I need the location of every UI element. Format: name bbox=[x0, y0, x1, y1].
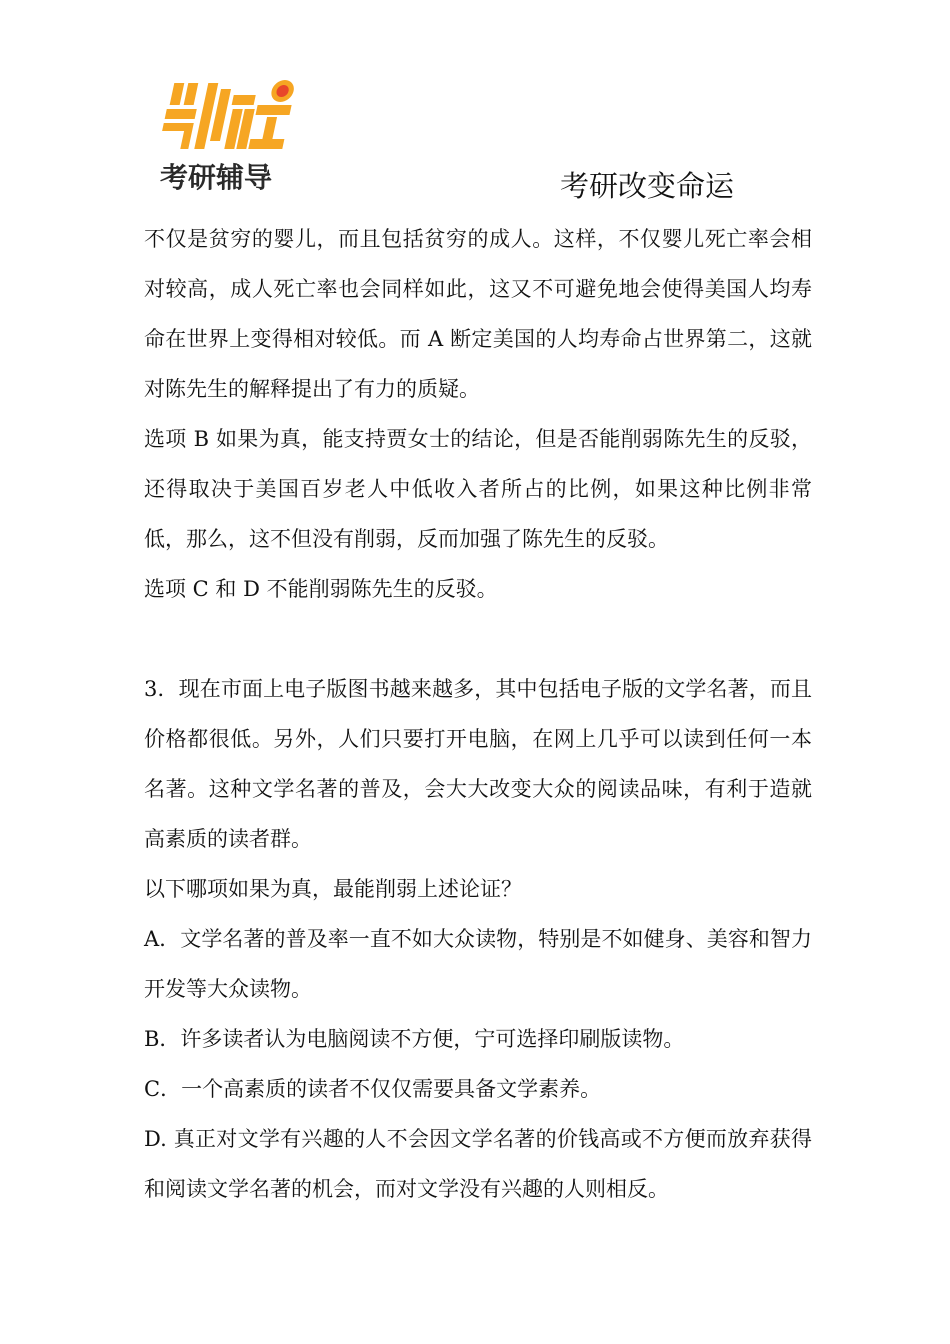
blank-line bbox=[144, 614, 812, 664]
paragraph-option-b-analysis: 选项 B 如果为真，能支持贾女士的结论，但是否能削弱陈先生的反驳，还得取决于美国百岁老人中低收入者所占的比例，如果这种比例非常低，那么，这不但没有削弱，反而加强了陈先生的反驳。 bbox=[144, 427, 812, 551]
kaicheng-logo bbox=[150, 75, 310, 195]
document-body bbox=[144, 214, 812, 1214]
question-stem: 3．现在市面上电子版图书越来越多，其中包括电子版的文学名著，而且价格都很低。另外，人们只要打开电脑，在网上几乎可以读到任何一本名著。这种文学名著的普及，会大大改变大众的阅读品味，有利于造就高素质的读者群。 bbox=[144, 677, 812, 851]
option-c: C．一个高素质的读者不仅仅需要具备文学素养。 bbox=[144, 1077, 602, 1101]
option-d: D. 真正对文学有兴趣的人不会因文学名著的价钱高或不方便而放弃获得和阅读文学名著的机会，而对文学没有兴趣的人则相反。 bbox=[144, 1127, 812, 1201]
option-b: B．许多读者认为电脑阅读不方便，宁可选择印刷版读物。 bbox=[144, 1027, 685, 1051]
option-a: A．文学名著的普及率一直不如大众读物，特别是不如健身、美容和智力开发等大众读物。 bbox=[144, 927, 812, 1001]
question-prompt: 以下哪项如果为真，最能削弱上述论证？ bbox=[144, 877, 522, 901]
paragraph-option-cd-analysis: 选项 C 和 D 不能削弱陈先生的反驳。 bbox=[144, 577, 498, 601]
paragraph-explanation: 不仅是贫穷的婴儿，而且包括贫穷的成人。这样，不仅婴儿死亡率会相对较高，成人死亡率也会同样如此，这又不可避免地会使得美国人均寿命在世界上变得相对较低。而 A 断定美国的人均寿命占世界第二，这就对陈先生的解释提出了有力的质疑。 bbox=[144, 227, 812, 401]
slogan: 考研改变命运 bbox=[560, 169, 735, 203]
logo-subtitle: 考研辅导 bbox=[160, 161, 273, 194]
kaicheng-logo-graphic bbox=[150, 75, 310, 195]
